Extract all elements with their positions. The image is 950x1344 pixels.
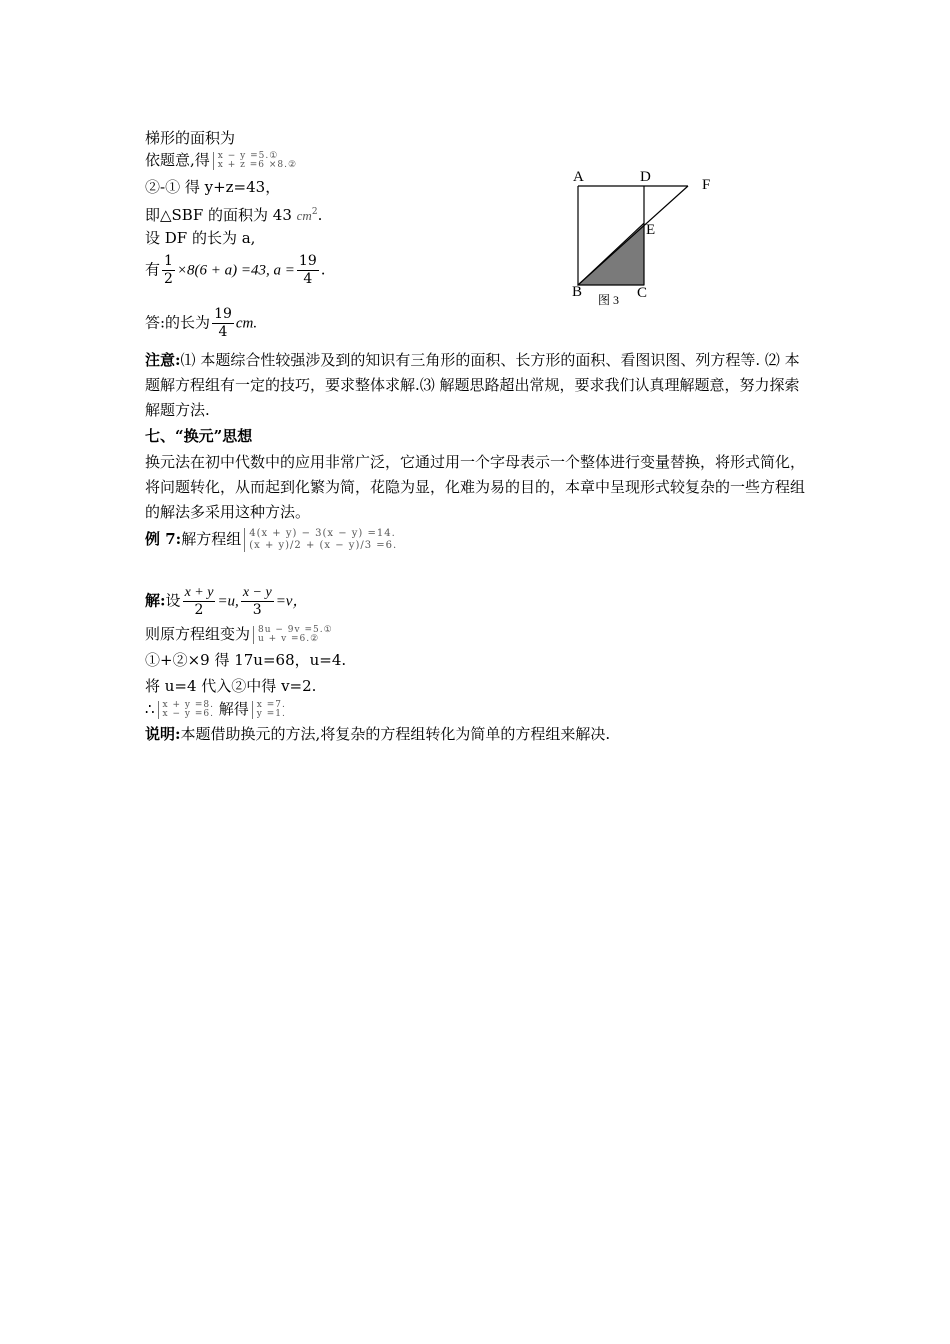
label-d: D	[640, 169, 651, 185]
label-e: E	[646, 222, 656, 238]
line-answer: 答:的长为 $\frac{19}{4}$ cm.	[145, 306, 258, 340]
example-7: 例 7:解方程组 4(x + y) − 3(x − y) =14. (x + y)/2 + (x − y)/3 =6.	[145, 528, 398, 551]
label-b: B	[572, 284, 583, 300]
solution-line: 解:设 $\frac{x + y}{2}$ =u, $\frac{x - y}{3}$ =v，	[145, 585, 308, 618]
line-let-df: 设 DF 的长为 a,	[145, 229, 256, 247]
intro-paragraph: 换元法在初中代数中的应用非常广泛，它通过用一个字母表示一个整体进行变量替换，将形式简化，将问题转化，从而起到化繁为简，花隐为显，化难为易的目的，本章中呈现形式较复杂的一些方程组的解法多采用这种方法。	[145, 453, 806, 521]
line-solve-v: 将 u=4 代入②中得 v=2.	[145, 677, 317, 695]
fraction-19-4: $\frac{19}{4}$	[298, 253, 317, 287]
figure-3	[560, 165, 730, 315]
fraction-half: $\frac{1}{2}$	[164, 253, 173, 287]
line-equation-a: 有 $\frac{1}{2}$ ×8(6 + a) =43, a = $\frac{19}{4}$ .	[145, 253, 326, 287]
line-subtract: ②-① 得 y+z=43，	[145, 178, 281, 196]
line-area-sbf: 即△SBF 的面积为 43 $cm^2$.	[145, 206, 323, 224]
equation-system-uv: 8u − 9v =5.① u + v =6.②	[253, 626, 333, 644]
section-title: 七、“换元”思想	[145, 427, 253, 445]
fraction-v: $\frac{x - y}{3}$	[242, 585, 272, 618]
line-solve-u: ①+②×9 得 17u=68，u=4.	[145, 651, 347, 669]
line-by-condition: 依题意,得 x − y =5.① x + z =6 ×8.②	[145, 151, 298, 170]
figure-caption: 图 3	[598, 293, 620, 307]
fraction-answer: $\frac{19}{4}$	[214, 306, 232, 340]
line-therefore: ∴ x + y =8. x − y =6. 解得 x =7. y =1.	[145, 700, 286, 719]
line-trapezoid: 梯形的面积为	[145, 129, 236, 147]
label-f: F	[702, 177, 711, 193]
label-c: C	[637, 285, 648, 301]
fraction-u: $\frac{x + y}{2}$	[184, 585, 214, 618]
note-paragraph: 注意:⑴ 本题综合性较强涉及到的知识有三角形的面积、长方形的面积、看图识图、列方程等. ⑵ 本题解方程组有一定的技巧，要求整体求解.⑶ 解题思路超出常规，要求我们认真理解题意，努力探索解题方法.	[145, 351, 800, 419]
equation-system-example: 4(x + y) − 3(x − y) =14. (x + y)/2 + (x − y)/3 =6.	[244, 528, 397, 552]
label-a: A	[573, 169, 584, 185]
equation-system-1: x − y =5.① x + z =6 ×8.②	[213, 152, 297, 170]
equation-system-result: x =7. y =1.	[252, 701, 286, 719]
remark-line: 说明:本题借助换元的方法,将复杂的方程组转化为简单的方程组来解决.	[145, 725, 611, 743]
line-transform: 则原方程组变为 8u − 9v =5.① u + v =6.②	[145, 625, 333, 644]
equation-system-xy: x + y =8. x − y =6.	[158, 701, 214, 719]
